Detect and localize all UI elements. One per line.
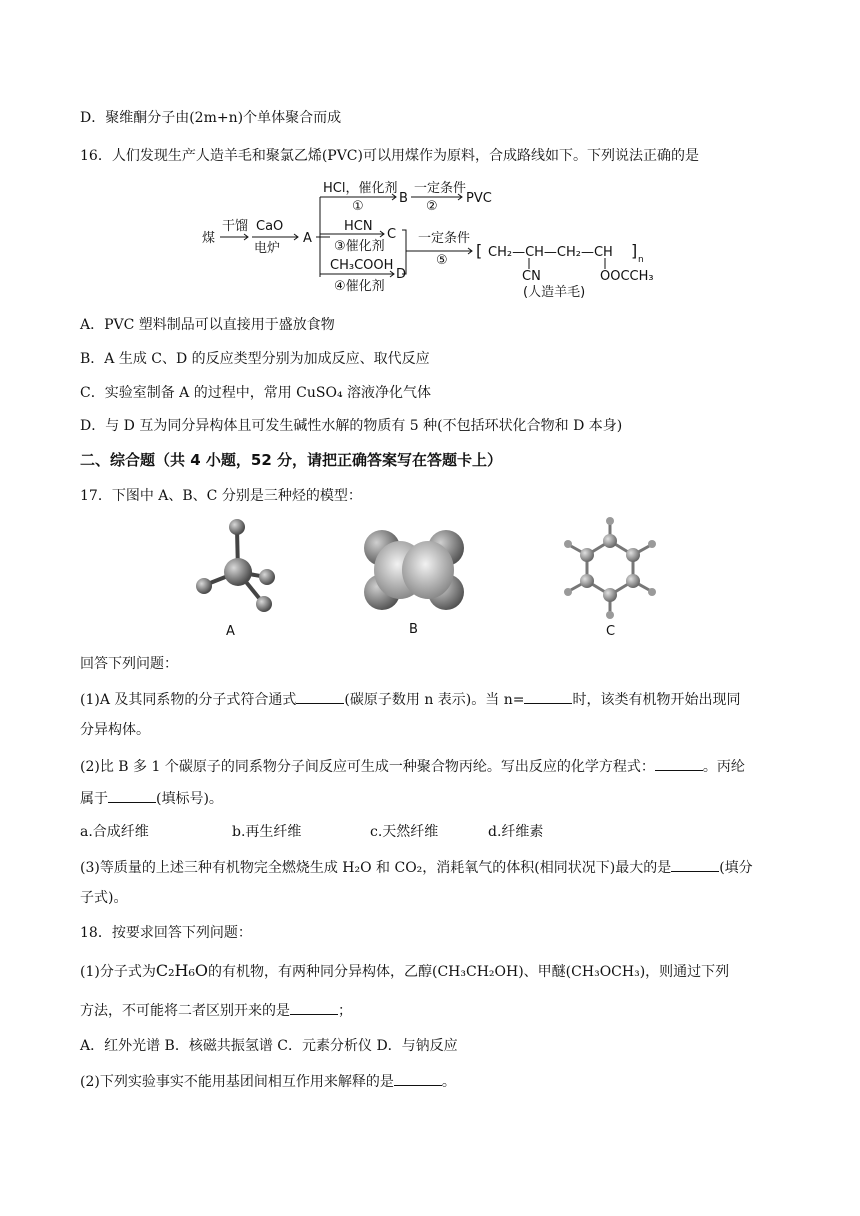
- q17-part2-line1: [80, 756, 745, 777]
- model-a-image: [180, 515, 290, 615]
- scheme-c: C: [387, 227, 397, 242]
- q18-options: A．红外光谱 B．核磁共振氢谱 C．元素分析仪 D．与钠反应: [80, 1038, 458, 1054]
- answer-blank: [671, 857, 719, 872]
- scheme-b: B: [399, 191, 408, 206]
- q17-p1-text3: 时，该类有机物开始出现同: [572, 692, 741, 708]
- scheme-coal: 煤: [202, 231, 216, 246]
- q17-p2-text1: (2)比 B 多 1 个碳原子的同系物分子间反应可生成一种聚合物丙纶。写出反应的化学方程式：: [80, 759, 655, 775]
- answer-blank: [296, 689, 344, 704]
- scheme-d: D: [396, 267, 407, 282]
- q17-p1-text2: (碳原子数用 n 表示)。当 n=: [344, 692, 525, 708]
- q18-p1-line2-a: 方法，不可能将二者区别开来的是: [80, 1003, 290, 1019]
- q17-choice-b: b.再生纤维: [232, 824, 302, 840]
- q17-p1-text1: (1)A 及其同系物的分子式符合通式: [80, 692, 297, 708]
- q18-part1-line2: [80, 1000, 352, 1021]
- scheme-dry-distillation: 干馏: [222, 219, 249, 234]
- q17-prompt: 回答下列问题：: [80, 656, 178, 672]
- scheme-step1: ①: [352, 199, 364, 214]
- scheme-cond-top: 一定条件: [414, 181, 467, 196]
- q17-choice-d: d.纤维素: [488, 824, 544, 840]
- polymer-wool-label: (人造羊毛): [523, 285, 586, 300]
- scheme-hcn: HCN: [344, 219, 373, 234]
- polymer-bracket-left: [: [476, 241, 483, 260]
- q18-p1-text2: 的有机物，有两种同分异构体，乙醇(: [207, 964, 438, 980]
- answer-blank: [108, 788, 156, 803]
- section-heading: 二、综合题（共 4 小题，52 分，请把正确答案写在答题卡上）: [80, 451, 502, 469]
- scheme-a: A: [303, 231, 312, 246]
- polymer-n: n: [638, 255, 644, 265]
- q17-part3-line1: [80, 857, 753, 878]
- scheme-cond-bottom: 一定条件: [418, 231, 471, 246]
- q17-p2-line2-a: 属于: [80, 791, 108, 807]
- q16-stem: 16．人们发现生产人造羊毛和聚氯乙烯(PVC)可以用煤作为原料，合成路线如下。下列说法正确的是: [80, 148, 699, 164]
- model-a-label: A: [226, 624, 235, 639]
- model-b-image: [358, 526, 470, 616]
- scheme-step2: ②: [426, 199, 438, 214]
- q18-p1-line2-b: ；: [338, 1003, 352, 1019]
- polymer-oocch3: OOCCH₃: [600, 269, 654, 284]
- scheme-cao: CaO: [256, 219, 284, 234]
- polymer-chain: CH₂—CH—CH₂—CH: [488, 245, 613, 260]
- q17-p3-text1: (3)等质量的上述三种有机物完全燃烧生成 H₂O 和 CO₂，消耗氧气的体积(相同状况下)最大的是: [80, 860, 672, 876]
- q18-part2: [80, 1071, 456, 1092]
- model-b-label: B: [409, 622, 418, 637]
- q17-part3-line2: 子式)。: [80, 890, 128, 906]
- scheme-step5: ⑤: [436, 253, 448, 268]
- answer-blank: [290, 1000, 338, 1015]
- polymer-cn: CN: [522, 269, 541, 284]
- answer-blank: [394, 1071, 442, 1086]
- scheme-step4-cat: ④催化剂: [334, 279, 385, 294]
- q18-part1-line1: [80, 961, 729, 982]
- scheme-ch3cooh: CH₃COOH: [330, 258, 394, 273]
- model-c-label: C: [606, 624, 616, 639]
- q17-part1-line1: [80, 689, 740, 710]
- q17-stem: 17．下图中 A、B、C 分别是三种烃的模型：: [80, 488, 362, 504]
- q16-option-a: A．PVC 塑料制品可以直接用于盛放食物: [80, 317, 335, 333]
- scheme-furnace: 电炉: [254, 241, 281, 256]
- q18-p1-text1: (1)分子式为: [80, 964, 156, 980]
- q15-option-d: D．聚维酮分子由(2m+n)个单体聚合而成: [80, 110, 342, 126]
- q18-formula: C₂H₆O: [155, 961, 208, 980]
- q18-ether: CH₃OCH₃: [571, 964, 640, 980]
- scheme-step3-cat: ③催化剂: [334, 239, 385, 254]
- q17-p2-line2-b: (填标号)。: [156, 791, 223, 807]
- answer-blank: [655, 756, 703, 771]
- q17-p2-text2: 。丙纶: [702, 759, 745, 775]
- polymer-bracket-right: ]: [631, 241, 638, 260]
- q18-p1-text3: )、甲醚(: [518, 964, 572, 980]
- q16-option-d: D．与 D 互为同分异构体且可发生碱性水解的物质有 5 种(不包括环状化合物和 D 本身): [80, 418, 623, 434]
- q17-p3-text2: (填分: [719, 860, 753, 876]
- q18-p1-text4: )，则通过下列: [639, 964, 730, 980]
- q17-choice-a: a.合成纤维: [80, 824, 149, 840]
- q17-choice-c: c.天然纤维: [370, 824, 439, 840]
- q18-ethanol: CH₃CH₂OH: [437, 964, 519, 980]
- q16-option-b: B．A 生成 C、D 的反应类型分别为加成反应、取代反应: [80, 351, 430, 367]
- scheme-pvc: PVC: [466, 191, 492, 206]
- model-c-image: [555, 513, 665, 625]
- answer-blank: [524, 689, 572, 704]
- q18-p2-text1: (2)下列实验事实不能用基团间相互作用来解释的是: [80, 1074, 394, 1090]
- synthesis-scheme: [200, 176, 670, 300]
- q18-stem: 18．按要求回答下列问题：: [80, 925, 252, 941]
- q16-option-c: C．实验室制备 A 的过程中，常用 CuSO₄ 溶液净化气体: [80, 385, 432, 401]
- q18-p2-text2: 。: [441, 1074, 456, 1090]
- q17-part1-line2: 分异构体。: [80, 722, 150, 738]
- q17-part2-line2: [80, 788, 223, 809]
- scheme-hcl-cat: HCl，催化剂: [323, 181, 398, 196]
